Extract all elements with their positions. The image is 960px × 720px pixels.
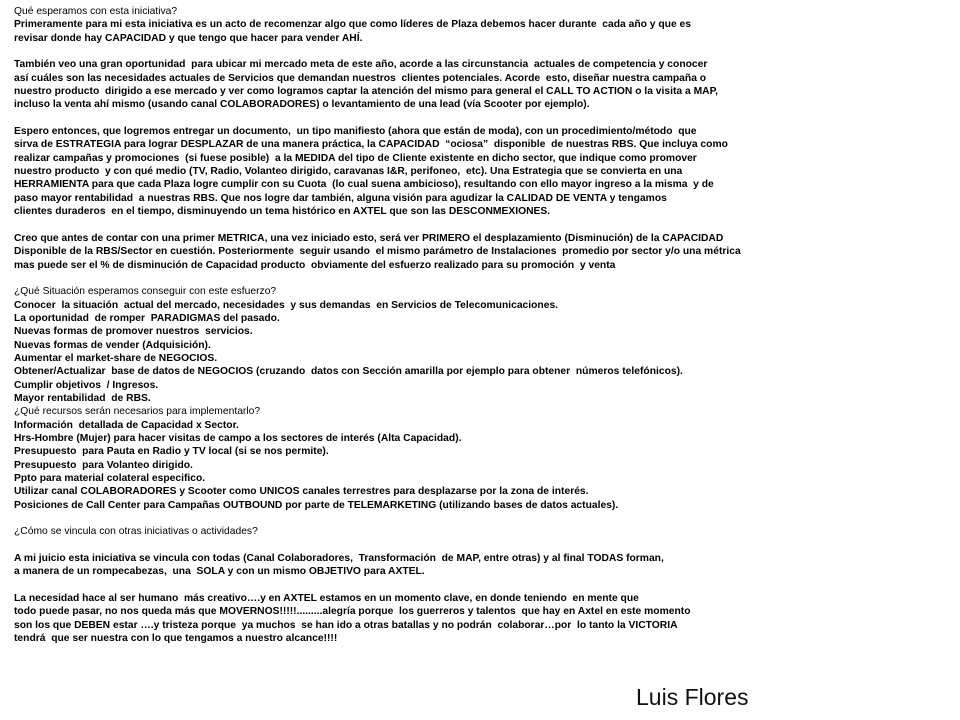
text-line: Aumentar el market-share de NEGOCIOS. <box>14 352 218 364</box>
text-line: paso mayor rentabilidad a nuestras RBS. Que nos logre dar también, alguna visión para agudizar la CALIDAD DE VENTA y tengamos <box>14 192 667 204</box>
text-line: tendrá que ser nuestra con lo que tengamos a nuestro alcance!!!! <box>14 633 338 645</box>
text-line: A mi juicio esta iniciativa se vincula con todas (Canal Colaboradores, Transformación de MAP, entre otras) y al final TODAS forman, <box>14 553 664 565</box>
text-line: realizar campañas y promociones (si fuese posible) a la MEDIDA del tipo de Cliente existente en dicho sector, que indique como promover <box>14 152 697 164</box>
paragraph <box>14 18 944 45</box>
text-line: Primeramente para mi esta iniciativa es un acto de recomenzar algo que como líderes de Plaza debemos hacer durante cada año y que es <box>14 19 691 31</box>
text-line: así cuáles son las necesidades actuales de Servicios que demandan nuestros clientes potenciales. Acorde esto, diseñar nuestra campaña o <box>14 72 707 84</box>
text-line: La oportunidad de romper PARADIGMAS del pasado. <box>14 312 280 324</box>
section-question <box>14 285 944 298</box>
text-line: Presupuesto para Volanteo dirigido. <box>14 459 193 471</box>
section-question <box>14 405 944 418</box>
text-line: Nuevas formas de promover nuestros servicios. <box>14 326 253 338</box>
paragraph <box>14 592 944 645</box>
text-line: La necesidad hace al ser humano más creativo….y en AXTEL estamos en un momento clave, en donde teniendo en mente que <box>14 593 639 605</box>
text-line: Qué esperamos con esta iniciativa? <box>14 6 178 17</box>
text-line: incluso la venta ahí mismo (usando canal COLABORADORES) o levantamiento de una lead (vía Scooter por ejemplo). <box>14 99 590 111</box>
text-line: Creo que antes de contar con una primer METRICA, una vez iniciado esto, será ver PRIMERO el desplazamiento (Disminución) de la CAPACIDAD <box>14 232 724 244</box>
paragraph <box>14 299 944 406</box>
paragraph <box>14 125 944 218</box>
text-line: Nuevas formas de vender (Adquisición). <box>14 339 211 351</box>
text-line: Posiciones de Call Center para Campañas OUTBOUND por parte de TELEMARKETING (utilizando bases de datos actuales). <box>14 499 619 511</box>
document-body <box>14 5 944 646</box>
paragraph <box>14 232 944 272</box>
text-line: Obtener/Actualizar base de datos de NEGOCIOS (cruzando datos con Sección amarilla por ejemplo para obtener números telefónicos). <box>14 366 683 378</box>
text-line: Hrs-Hombre (Mujer) para hacer visitas de campo a los sectores de interés (Alta Capacidad). <box>14 433 462 444</box>
text-line: Utilizar canal COLABORADORES y Scooter como UNICOS canales terrestres para desplazarse por la zona de interés. <box>14 486 589 498</box>
text-line: Disponible de la RBS/Sector en cuestión. Posteriormente seguir usando el mismo parámetro de Instalaciones promedio por sector y/o una métrica <box>14 246 741 258</box>
text-line: clientes duraderos en el tiempo, disminuyendo un tema histórico en AXTEL que son las DESCONMEXIONES. <box>14 206 551 218</box>
text-line: a manera de un rompecabezas, una SOLA y con un mismo OBJETIVO para AXTEL. <box>14 566 425 578</box>
paragraph-spacer <box>14 219 944 232</box>
text-line: Mayor rentabilidad de RBS. <box>14 392 151 404</box>
text-line: HERRAMIENTA para que cada Plaza logre cumplir con su Cuota (lo cual suena ambicioso), resultando con ello mayor ingreso a la misma y de <box>14 179 714 191</box>
text-line: Información detallada de Capacidad x Sector. <box>14 419 239 431</box>
text-line: Espero entonces, que logremos entregar un documento, un tipo manifiesto (ahora que están de moda), con un procedimiento/método que <box>14 126 697 138</box>
text-line: También veo una gran oportunidad para ubicar mi mercado meta de este año, acorde a las circunstancia actuales de competencia y conocer <box>14 59 708 71</box>
text-line: son los que DEBEN estar ….y tristeza porque ya muchos se han ido a otras batallas y no podrán colaborar…por lo tanto la VICTORIA <box>14 619 678 631</box>
section-question <box>14 525 944 538</box>
text-line: ¿Qué recursos serán necesarios para implementarlo? <box>14 406 261 418</box>
paragraph-spacer <box>14 45 944 58</box>
text-line: nuestro producto y con qué medio (TV, Radio, Volanteo dirigido, caravanas I&R, perifoneo, etc). Una Estrategia que se convierta en una <box>14 166 683 178</box>
text-line: Conocer la situación actual del mercado, necesidades y sus demandas en Servicios de Telecomunicaciones. <box>14 299 559 311</box>
text-line: todo puede pasar, no nos queda más que MOVERNOS!!!!!.........alegría porque los guerreros y talentos que hay en Axtel en este momento <box>14 606 691 618</box>
paragraph-spacer <box>14 579 944 592</box>
text-line: Ppto para material colateral especifico. <box>14 473 206 485</box>
text-line: nuestro producto dirigido a ese mercado y ver como logramos captar la atención del mismo para general el CALL TO ACTION o la visita a MAP, <box>14 86 718 98</box>
paragraph-spacer <box>14 112 944 125</box>
signature: Luis Flores <box>636 684 749 710</box>
paragraph-spacer <box>14 539 944 552</box>
paragraph <box>14 58 944 111</box>
paragraph <box>14 552 944 579</box>
text-line: mas puede ser el % de disminución de Capacidad producto obviamente del esfuerzo realizado para su promoción y venta <box>14 259 616 271</box>
text-line: sirva de ESTRATEGIA para lograr DESPLAZAR de una manera práctica, la CAPACIDAD “ociosa” disponible de nuestras RBS. Que incluya como <box>14 139 728 151</box>
paragraph-spacer <box>14 512 944 525</box>
text-line: Presupuesto para Pauta en Radio y TV local (si se nos permite). <box>14 446 329 458</box>
text-line: ¿Qué Situación esperamos conseguir con este esfuerzo? <box>14 286 277 298</box>
text-line: revisar donde hay CAPACIDAD y que tengo que hacer para vender AHÍ. <box>14 32 363 44</box>
paragraph-spacer <box>14 272 944 285</box>
paragraph <box>14 419 944 512</box>
text-line: ¿Cómo se vincula con otras iniciativas o actividades? <box>14 526 258 538</box>
section-question <box>14 5 944 18</box>
text-line: Cumplir objetivos / Ingresos. <box>14 379 159 391</box>
